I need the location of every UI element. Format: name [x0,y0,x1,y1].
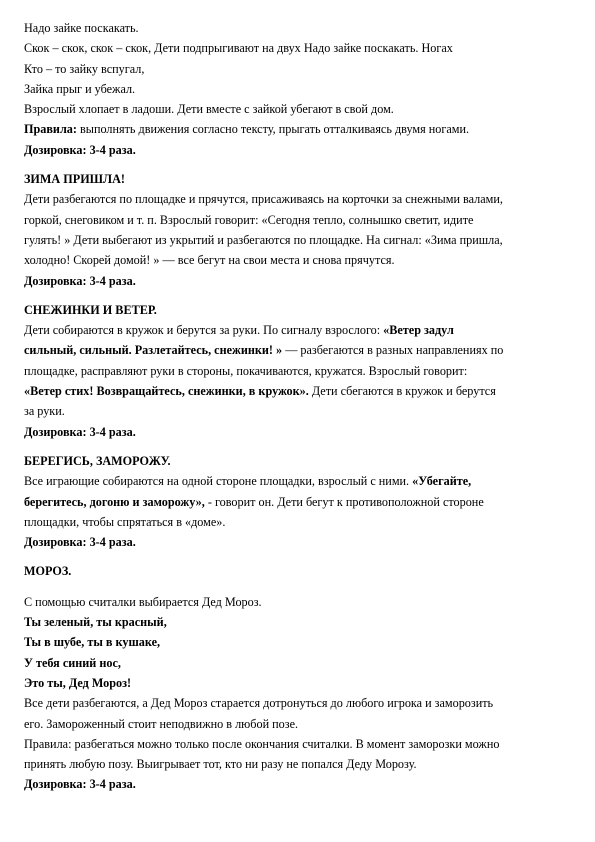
game2-line-5: за руки. [24,404,65,419]
intro-line-5: Взрослый хлопает в ладоши. Дети вместе с зайкой убегают в свой дом. [24,102,394,117]
game4-title: МОРОЗ. [24,564,72,579]
game2-dosage: Дозировка: 3-4 раза. [24,424,136,439]
game4-dosage: Дозировка: 3-4 раза. [24,777,136,792]
game3-line-1b: «Убегайте, [412,474,472,489]
game2-line-1b: «Ветер задул [383,323,454,338]
game1-dosage: Дозировка: 3-4 раза. [24,273,136,288]
game3-title: БЕРЕГИСЬ, ЗАМОРОЖУ. [24,453,171,468]
intro-dosage: Дозировка: 3-4 раза. [24,142,136,157]
game1-line-3: гулять! » Дети выбегают из укрытий и разбегаются по площадке. На сигнал: «Зима пришла, [24,232,503,247]
intro-line-2: Скок – скок, скок – скок, Дети подпрыгивают на двух Надо зайке поскакать. Ногах [24,41,453,56]
document-page [24,18,574,795]
game2-line-4b: Дети сбегаются в кружок и берутся [308,384,496,399]
game4-line-5: принять любую позу. Выигрывает тот, кто ни разу не попался Деду Морозу. [24,757,417,772]
intro-line-3: Кто – то зайку вспугал, [24,61,145,76]
game1-title: ЗИМА ПРИШЛА! [24,172,125,187]
game3-line-2 [24,492,574,512]
intro-rules [24,119,574,139]
game1-line-1: Дети разбегаются по площадке и прячутся, присаживаясь на корточки за снежными валами, [24,192,503,207]
game4-line-3: его. Замороженный стоит неподвижно в любой позе. [24,716,299,731]
game3-dosage: Дозировка: 3-4 раза. [24,535,136,550]
spacer [24,582,574,592]
game2-line-1a: Дети собираются в кружок и берутся за руки. По сигналу взрослого: [24,323,384,338]
game1-line-2: горкой, снеговиком и т. п. Взрослый говорит: «Сегодня тепло, солнышко светит, идите [24,212,474,227]
game4-line-1: С помощью считалки выбирается Дед Мороз. [24,594,262,609]
game2-line-2 [24,340,574,360]
verse-line-3: У тебя синий нос, [24,655,121,670]
intro-line-1: Надо зайке поскакать. [24,21,139,35]
game3-line-1a: Все играющие собираются на одной стороне площадки, взрослый с ними. [24,474,413,489]
rules-text: выполнять движения согласно тексту, прыгать отталкиваясь двумя ногами. [76,122,470,137]
verse-line-2: Ты в шубе, ты в кушаке, [24,635,161,650]
game2-title: СНЕЖИНКИ И ВЕТЕР. [24,302,157,317]
game2-line-2a: сильный, сильный. Разлетайтесь, снежинки! » [24,343,283,358]
game3-line-2b: - говорит он. Дети бегут к противоположной стороне [204,494,484,509]
game2-line-4a: «Ветер стих! Возвращайтесь, снежинки, в кружок». [24,384,309,399]
game3-line-3: площадки, чтобы спрятаться в «доме». [24,514,226,529]
game2-line-4 [24,381,574,401]
game3-line-2a: берегитесь, догоню и заморожу», [24,494,205,509]
rules-label: Правила: [24,122,77,137]
game4-line-2: Все дети разбегаются, а Дед Мороз старается дотронуться до любого игрока и заморозить [24,696,494,711]
game1-line-4: холодно! Скорей домой! » — все бегут на свои места и снова прячутся. [24,253,395,268]
intro-line-4: Зайка прыг и убежал. [24,81,136,96]
game2-line-2b: — разбегаются в разных направлениях по [282,343,504,358]
verse-line-4: Это ты, Дед Мороз! [24,675,132,690]
game2-line-1 [24,320,574,340]
game4-line-4: Правила: разбегаться можно только после окончания считалки. В момент заморозки можно [24,736,500,751]
game2-line-3: площадке, расправляют руки в стороны, покачиваются, кружатся. Взрослый говорит: [24,363,468,378]
verse-line-1: Ты зеленый, ты красный, [24,615,167,630]
game3-line-1 [24,471,574,491]
